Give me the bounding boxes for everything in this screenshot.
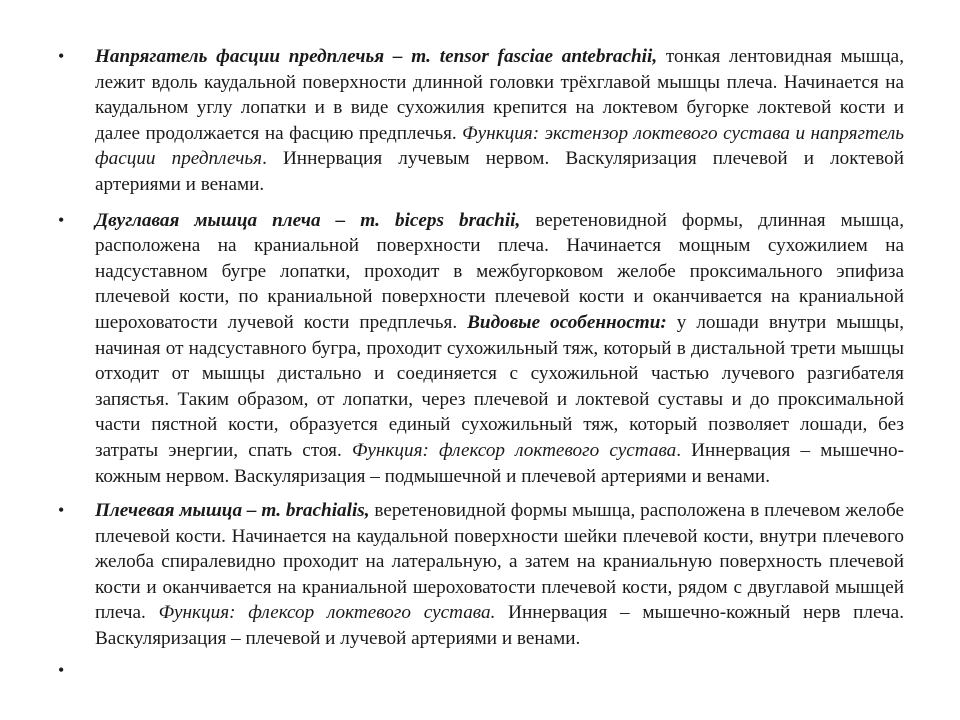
bullet-empty [58, 658, 904, 684]
species-features-label: Видовые особенности: [467, 311, 667, 333]
description-text: . Иннервация лучевым нервом. Васкуляризация плечевой и локтевой артериями и венами. [95, 148, 905, 195]
bullet-marker: • [58, 46, 65, 66]
description-text: веретеновидной формы, длинная мышца, расположена на краниальной поверхности плеча. Начинается мощным сухожилием на надсуставном бугре лопатки, проходит в межбугорковом желобе проксимального эпифиза плечевой кости, по краниальной поверхности плечевой кости и оканчивается на краниальной шероховатости лучевой кости предплечья. [95, 209, 904, 333]
function-text: Функция: экстензор локтевого сустава и напрягтель фасции предплечья [95, 122, 904, 170]
muscle-term: Плечевая мышца – m. brachialis, [95, 500, 370, 522]
description-text: Иннервация – мышечно-кожный нерв плеча. Васкуляризация – плечевой и лучевой артериями и венами. [95, 602, 904, 650]
function-text: Функция: флексор локтевого сустава [351, 439, 677, 461]
bullet-brachialis [58, 498, 904, 652]
description-text: веретеновидной формы мышца, расположена в плечевом желобе плечевой кости. Начинается на каудальной поверхности шейки плечевой кости, внутри плечевого желоба спиралевидно проходит на латеральную, а затем на краниальную поверхность плечевой кости и оканчивается на краниальной шероховатости плечевой кости, рядом с двуглавой мышцей плеча. [95, 500, 904, 624]
bullet-marker: • [58, 209, 65, 230]
description-text: у лошади внутри мышцы, начиная от надсуставного бугра, проходит сухожильный тяж, который в дистальной трети мышцы отходит от мышцы дистально и соединяется с сухожильной частью лучевого разгибателя запястья. Таким образом, от лопатки, через плечевой и локтевой суставы и до проксимальной части пястной кости, образуется единый сухожильный тяж, который позволяет лошади, без затраты энергии, спать стоя. [95, 311, 904, 461]
bullet-list [58, 44, 904, 693]
muscle-term: Напрягатель фасции предплечья – m. tensor fasciae antebrachii, [95, 46, 658, 67]
muscle-term: Двуглавая мышца плеча – m. biceps brachii, [95, 209, 521, 231]
bullet-biceps-brachii [58, 208, 904, 490]
bullet-tensor-fasciae [58, 44, 904, 198]
function-text: Функция: флексор локтевого сустава. [158, 602, 496, 624]
bullet-marker: • [58, 500, 65, 521]
description-text: . Иннервация – мышечно-кожным нервом. Васкуляризация – подмышечной и плечевой артериями и венами. [95, 439, 904, 487]
description-text: тонкая лентовидная мышца, лежит вдоль каудальной поверхности длинной головки трёхглавой мышцы плеча. Начинается на каудальном углу лопатки и в виде сухожилия крепится на локтевом бугорке локтевой кости и далее продолжается на фасцию предплечья. [95, 46, 904, 144]
bullet-marker: • [58, 659, 65, 680]
